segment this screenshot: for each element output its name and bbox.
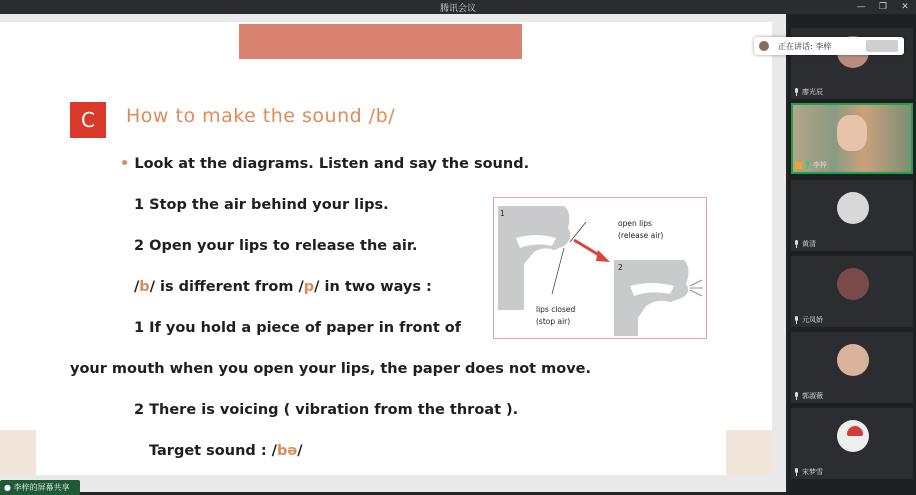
screen-share-icon: ● xyxy=(4,483,11,492)
difference-line xyxy=(134,279,432,295)
diff-p: p xyxy=(303,279,315,295)
window-title: 腾讯会议 xyxy=(439,4,476,14)
target-post: / xyxy=(297,443,303,459)
window-titlebar xyxy=(0,0,916,14)
stop-air-label: (stop air) xyxy=(536,317,571,326)
participant-name: 宋梦雪 xyxy=(802,468,823,476)
participant-name-tag xyxy=(793,391,823,401)
participant-tile-active[interactable] xyxy=(791,103,913,174)
minimize-button[interactable]: — xyxy=(856,2,866,12)
participant-name: 黄清 xyxy=(802,240,816,248)
participant-name: 元凤娇 xyxy=(802,316,823,324)
participant-name: 廖光辰 xyxy=(802,88,823,96)
point-1a-text: 1 If you hold a piece of paper in front of xyxy=(134,320,462,336)
participant-tile[interactable] xyxy=(791,180,913,251)
restore-button[interactable]: ❐ xyxy=(878,2,888,12)
avatar xyxy=(837,192,869,224)
participant-tile[interactable] xyxy=(791,332,913,403)
participant-name-tag xyxy=(793,87,823,97)
avatar xyxy=(837,420,869,452)
diagram-number-2: 2 xyxy=(618,263,623,272)
shared-screen-area xyxy=(0,14,786,492)
mic-icon xyxy=(793,240,800,248)
diff-mid: / is different from / xyxy=(149,279,304,295)
host-icon xyxy=(795,162,802,169)
diagram-number-1: 1 xyxy=(500,209,505,218)
bullet-icon: • xyxy=(120,156,130,172)
avatar xyxy=(837,268,869,300)
speaker-avatar-icon xyxy=(759,41,769,51)
slide-top-band xyxy=(239,24,522,59)
speaking-label: 正在讲话: 李梓 xyxy=(778,42,832,51)
participant-tile[interactable] xyxy=(791,408,913,479)
participant-name: 李梓 xyxy=(813,161,827,169)
mic-icon xyxy=(793,316,800,324)
point-2-text: 2 There is voicing ( vibration from the throat ). xyxy=(134,402,519,418)
participant-name-tag xyxy=(795,160,827,170)
participant-name-tag xyxy=(793,315,823,325)
step-1-text: 1 Stop the air behind your lips. xyxy=(134,197,389,213)
target-pre: Target sound : / xyxy=(149,443,277,459)
slide xyxy=(0,22,772,475)
diff-post: / in two ways : xyxy=(314,279,432,295)
screen-share-indicator[interactable] xyxy=(0,480,80,495)
hat-icon xyxy=(847,426,863,436)
mic-icon xyxy=(793,88,800,96)
mouth-diagram xyxy=(493,197,707,339)
speaking-indicator xyxy=(754,37,904,55)
mic-icon xyxy=(793,392,800,400)
step-2-text: 2 Open your lips to release the air. xyxy=(134,238,418,254)
slide-right-strip xyxy=(726,430,772,475)
avatar xyxy=(837,115,867,151)
participant-name-tag xyxy=(793,467,823,477)
participant-tile[interactable] xyxy=(791,256,913,327)
release-air-label: (release air) xyxy=(618,231,664,240)
screen-share-label: 李梓的屏幕共享 xyxy=(13,483,70,492)
mic-active-icon xyxy=(804,161,811,169)
point-1b-text: your mouth when you open your lips, the paper does not move. xyxy=(70,361,592,377)
target-sound-line xyxy=(149,443,302,459)
target-sound: bə xyxy=(276,443,298,459)
intro-line xyxy=(120,156,529,172)
avatar xyxy=(837,344,869,376)
section-badge: C xyxy=(70,102,106,138)
lips-closed-label: lips closed xyxy=(536,305,576,314)
participant-name-tag xyxy=(793,239,816,249)
mic-icon xyxy=(793,468,800,476)
close-button[interactable]: ✕ xyxy=(901,2,909,12)
intro-text: Look at the diagrams. Listen and say the sound. xyxy=(134,156,530,172)
diff-pre: / xyxy=(134,279,140,295)
mouth-diagram-graphic xyxy=(494,198,706,338)
speaker-thumbnail xyxy=(866,40,898,52)
diff-b: b xyxy=(139,279,150,295)
slide-left-strip xyxy=(0,430,36,475)
slide-heading: How to make the sound /b/ xyxy=(126,105,396,127)
open-lips-label: open lips xyxy=(618,219,652,228)
participant-name: 郭淑薇 xyxy=(802,392,823,400)
